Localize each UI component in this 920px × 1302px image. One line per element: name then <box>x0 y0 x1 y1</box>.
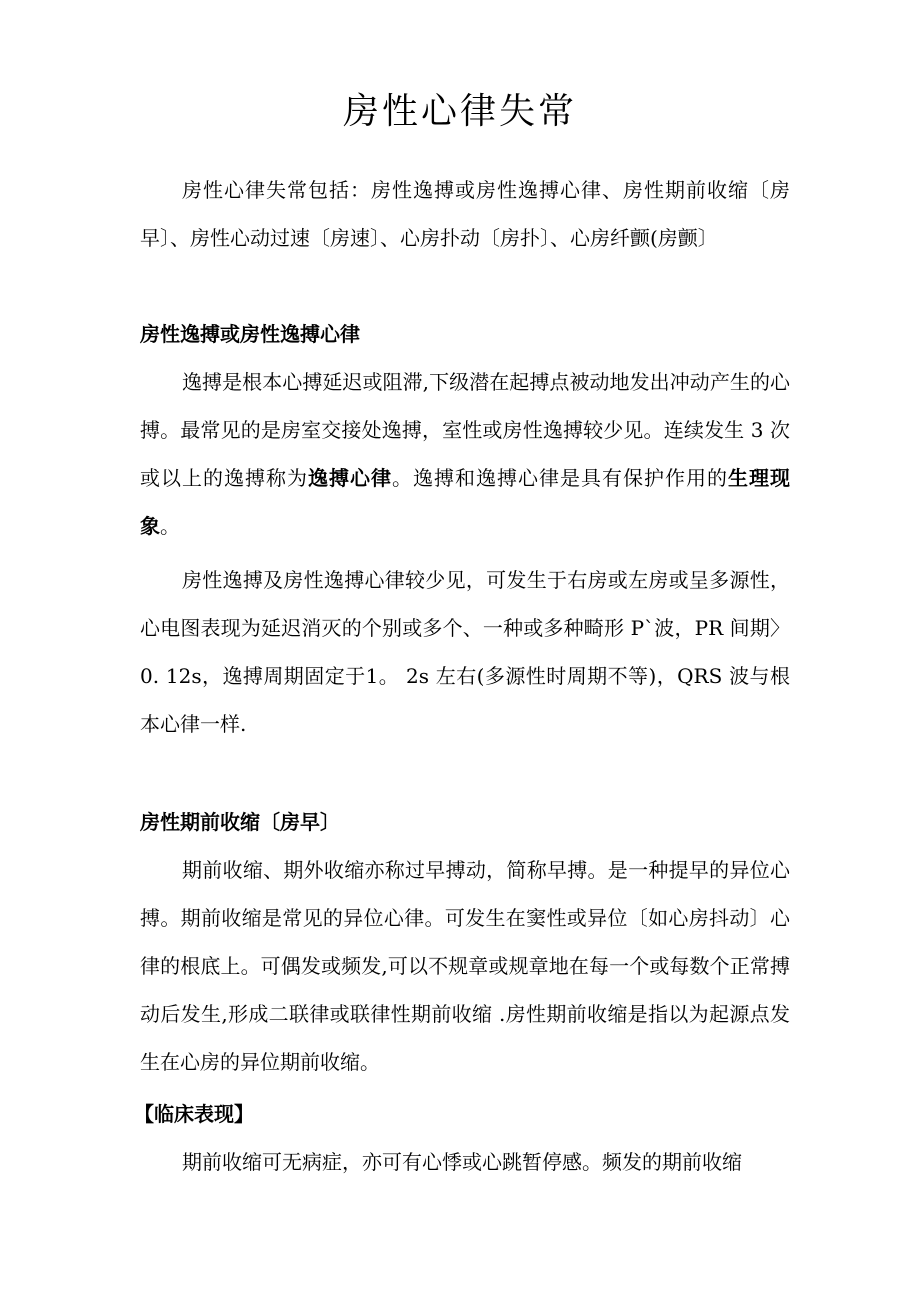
paragraph-text: 逸搏是根本心搏延迟或阻滞,下级潜在起搏点被动地发出冲动产生的心搏。最常见的是房室交接处逸搏，室性或房性逸搏较少见。连续发生 3 次或以上的逸搏称为 <box>140 370 790 490</box>
clinical-manifestation-heading: 【临床表现】 <box>134 1102 254 1126</box>
clinical-manifestation-paragraph: 期前收缩可无病症，亦可有心悸或心跳暂停感。频发的期前收缩 <box>182 1150 742 1174</box>
section-heading-premature-contraction: 房性期前收缩〔房早〕 <box>140 810 340 834</box>
paragraph-text: 。逸搏和逸搏心律是具有保护作用的 <box>392 466 728 490</box>
bold-term-physiological: 生理现象 <box>140 466 790 538</box>
intro-paragraph: 房性心律失常包括：房性逸搏或房性逸搏心律、房性期前收缩〔房早〕、房性心动过速〔房速〕、心房扑动〔房扑〕、心房纤颤(房颤〕 <box>140 178 790 250</box>
paragraph-text: 。 <box>160 514 180 538</box>
premature-contraction-paragraph: 期前收缩、期外收缩亦称过早搏动，简称早搏。是一种提早的异位心搏。期前收缩是常见的异位心律。可发生在窦性或异位〔如心房抖动〕心律的根底上。可偶发或频发,可以不规章或规章地在每一个或每数个正常搏动后发生,形成二联律或联律性期前收缩 .房性期前收缩是指以为起源点发生在心房的异位期前收缩。 <box>140 858 790 1074</box>
escape-definition-paragraph <box>140 358 790 550</box>
document-title: 房性心律失常 <box>342 91 577 132</box>
atrial-escape-ecg-paragraph: 房性逸搏及房性逸搏心律较少见，可发生于右房或左房或呈多源性，心电图表现为延迟消灭的个别或多个、一种或多种畸形 P`波，PR 间期〉0. 12s，逸搏周期固定于1。 2s 左右(多源性时周期不等)，QRS 波与根本心律一样. <box>140 568 790 736</box>
section-heading-atrial-escape: 房性逸搏或房性逸搏心律 <box>140 322 360 346</box>
bold-term-escape-rhythm: 逸搏心律 <box>308 466 392 490</box>
